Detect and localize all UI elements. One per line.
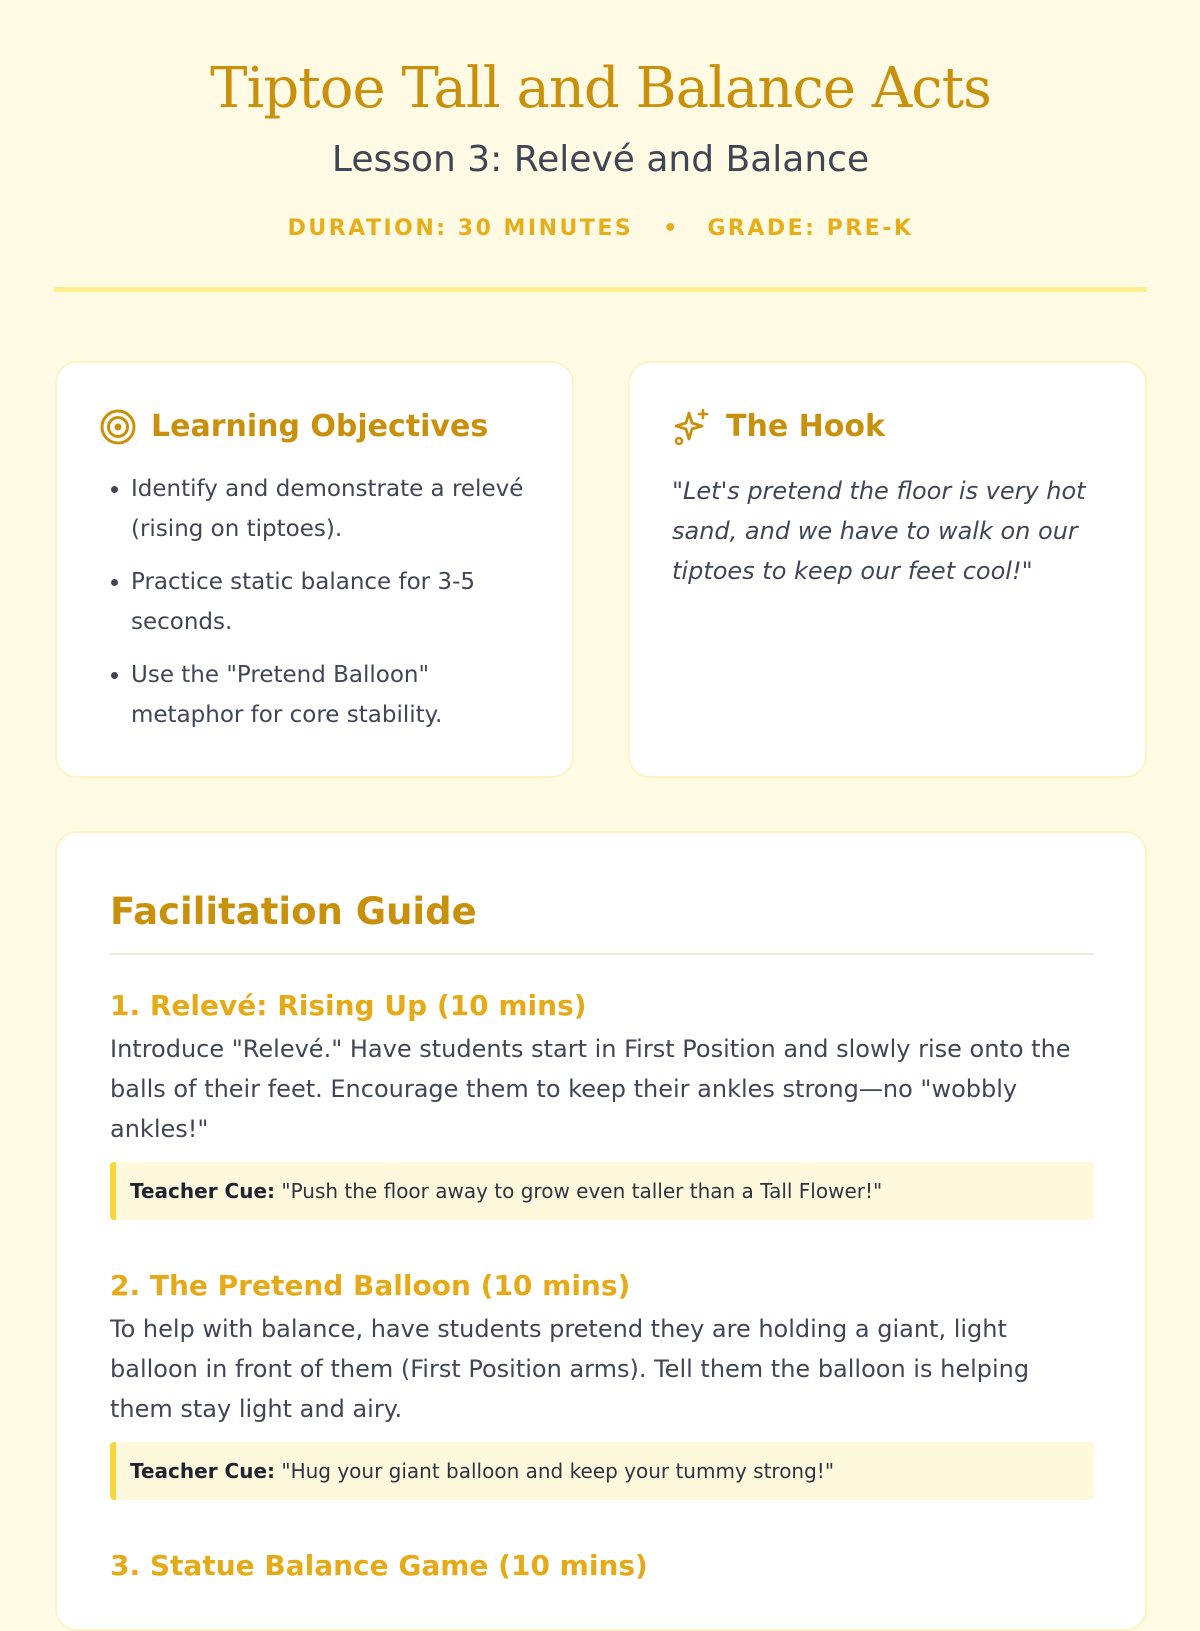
- hook-quote: "Let's pretend the floor is very hot sand, and we have to walk on our tiptoes to keep our feet cool!": [672, 477, 1086, 585]
- lesson-title: Tiptoe Tall and Balance Acts: [210, 56, 991, 121]
- step-2-title: 2. The Pretend Balloon (10 mins): [110, 1269, 631, 1302]
- grade-label: GRADE: PRE-K: [707, 216, 914, 241]
- hook-header: [672, 407, 885, 447]
- learning-objectives-heading: Learning Objectives: [151, 409, 489, 444]
- step-1-teacher-cue: [110, 1162, 1094, 1220]
- guide-divider: [110, 953, 1094, 955]
- objective-item: • Use the "Pretend Balloon" metaphor for core stability.: [131, 655, 539, 735]
- objectives-list: [99, 469, 539, 748]
- step-2-body: To help with balance, have students pretend they are holding a giant, light balloon in front of them (First Position arms). Tell them the balloon is helping them stay light and airy.: [110, 1315, 1030, 1423]
- cue-label: Teacher Cue:: [130, 1179, 276, 1203]
- objective-item: • Identify and demonstrate a relevé (rising on tiptoes).: [131, 469, 539, 549]
- hook-card: [628, 361, 1147, 778]
- step-2-teacher-cue: [110, 1442, 1094, 1500]
- meta-separator: •: [663, 216, 678, 241]
- step-1-title: 1. Relevé: Rising Up (10 mins): [110, 989, 587, 1022]
- lesson-meta: [54, 214, 1147, 244]
- facilitation-guide-heading: Facilitation Guide: [110, 890, 477, 933]
- step-1-body: Introduce "Relevé." Have students start in First Position and slowly rise onto the balls of their feet. Encourage them to keep their ankles strong—no "wobbly ankles!": [110, 1035, 1071, 1143]
- sparkles-icon: [672, 407, 712, 447]
- lesson-subtitle: Lesson 3: Relevé and Balance: [331, 139, 870, 180]
- cue-label: Teacher Cue:: [130, 1459, 276, 1483]
- step-3-title: 3. Statue Balance Game (10 mins): [110, 1549, 648, 1582]
- cue-text: "Hug your giant balloon and keep your tummy strong!": [281, 1459, 835, 1483]
- header-divider: [54, 287, 1147, 292]
- target-icon: [99, 408, 137, 446]
- objective-item: • Practice static balance for 3-5 seconds.: [131, 562, 539, 642]
- facilitation-guide-card: [55, 831, 1147, 1631]
- hook-heading: The Hook: [726, 409, 885, 444]
- learning-objectives-card: [55, 361, 574, 778]
- cue-text: "Push the floor away to grow even taller than a Tall Flower!": [281, 1179, 883, 1203]
- learning-objectives-header: [99, 407, 488, 447]
- duration-label: DURATION: 30 MINUTES: [287, 216, 634, 241]
